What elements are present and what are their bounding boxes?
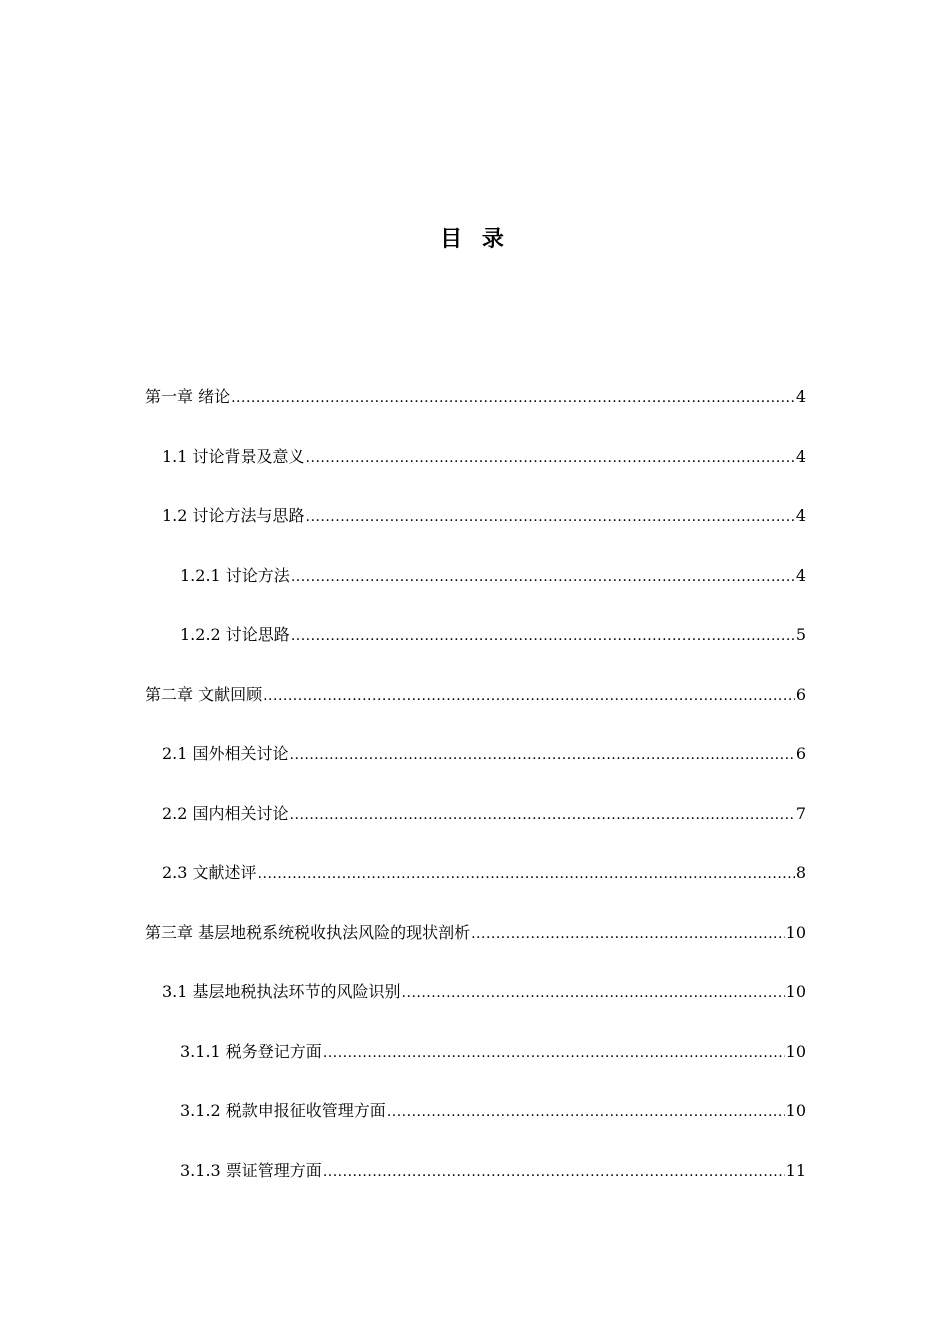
toc-entry[interactable] — [162, 860, 806, 886]
toc-dot-leader — [291, 623, 795, 649]
toc-entry[interactable] — [162, 801, 806, 827]
toc-entry[interactable] — [180, 1039, 806, 1065]
toc-dot-leader — [231, 385, 795, 411]
toc-entry[interactable] — [180, 563, 806, 589]
toc-page-number: 7 — [795, 804, 806, 823]
toc-entry-text: 3.1 基层地税执法环节的风险识别 — [162, 982, 401, 1001]
toc-entry-text: 2.2 国内相关讨论 — [162, 804, 289, 823]
toc-entry[interactable] — [180, 622, 806, 648]
toc-page-number: 6 — [795, 685, 806, 704]
toc-dot-leader — [306, 504, 795, 530]
toc-page-number: 4 — [795, 566, 806, 585]
toc-entry[interactable] — [145, 682, 806, 708]
toc-dot-leader — [263, 683, 795, 709]
toc-dot-leader — [402, 980, 785, 1006]
toc-entry-text: 1.2 讨论方法与思路 — [162, 506, 305, 525]
toc-entry-text: 1.1 讨论背景及意义 — [162, 447, 305, 466]
toc-entry-text: 3.1.1 税务登记方面 — [180, 1042, 322, 1061]
toc-page-number: 10 — [785, 982, 806, 1001]
toc-entry[interactable] — [162, 503, 806, 529]
toc-page-number: 4 — [795, 387, 806, 406]
toc-dot-leader — [471, 921, 785, 947]
toc-dot-leader — [323, 1040, 785, 1066]
toc-entry[interactable] — [145, 920, 806, 946]
toc-entry-text: 第二章 文献回顾 — [145, 685, 263, 704]
toc-page-number: 10 — [785, 1042, 806, 1061]
toc-entry[interactable] — [162, 444, 806, 470]
toc-entry-text: 3.1.3 票证管理方面 — [180, 1161, 322, 1180]
toc-entry[interactable] — [145, 384, 806, 410]
toc-entry-text: 第三章 基层地税系统税收执法风险的现状剖析 — [145, 923, 471, 942]
toc-title: 目 录 — [440, 227, 510, 252]
toc-entry[interactable] — [180, 1158, 806, 1184]
toc-entry-text: 第一章 绪论 — [145, 387, 231, 406]
toc-dot-leader — [387, 1099, 785, 1125]
toc-page-number: 5 — [795, 625, 806, 644]
toc-page-number: 6 — [795, 744, 806, 763]
toc-entry-text: 2.3 文献述评 — [162, 863, 257, 882]
toc-page-number: 11 — [785, 1161, 806, 1180]
toc-page-number: 4 — [795, 506, 806, 525]
toc-page-number: 10 — [785, 923, 806, 942]
toc-page-number: 8 — [795, 863, 806, 882]
toc-page-number: 10 — [785, 1101, 806, 1120]
toc-entry-text: 3.1.2 税款申报征收管理方面 — [180, 1101, 386, 1120]
toc-dot-leader — [306, 445, 795, 471]
toc-dot-leader — [290, 742, 795, 768]
toc-entry-text: 1.2.2 讨论思路 — [180, 625, 290, 644]
toc-entry[interactable] — [162, 741, 806, 767]
toc-entry[interactable] — [180, 1098, 806, 1124]
toc-dot-leader — [323, 1159, 785, 1185]
toc-page-number: 4 — [795, 447, 806, 466]
toc-dot-leader — [290, 802, 795, 828]
toc-entry[interactable] — [162, 979, 806, 1005]
toc-entry-text: 2.1 国外相关讨论 — [162, 744, 289, 763]
toc-entry-text: 1.2.1 讨论方法 — [180, 566, 290, 585]
toc-dot-leader — [291, 564, 795, 590]
toc-dot-leader — [258, 861, 795, 887]
